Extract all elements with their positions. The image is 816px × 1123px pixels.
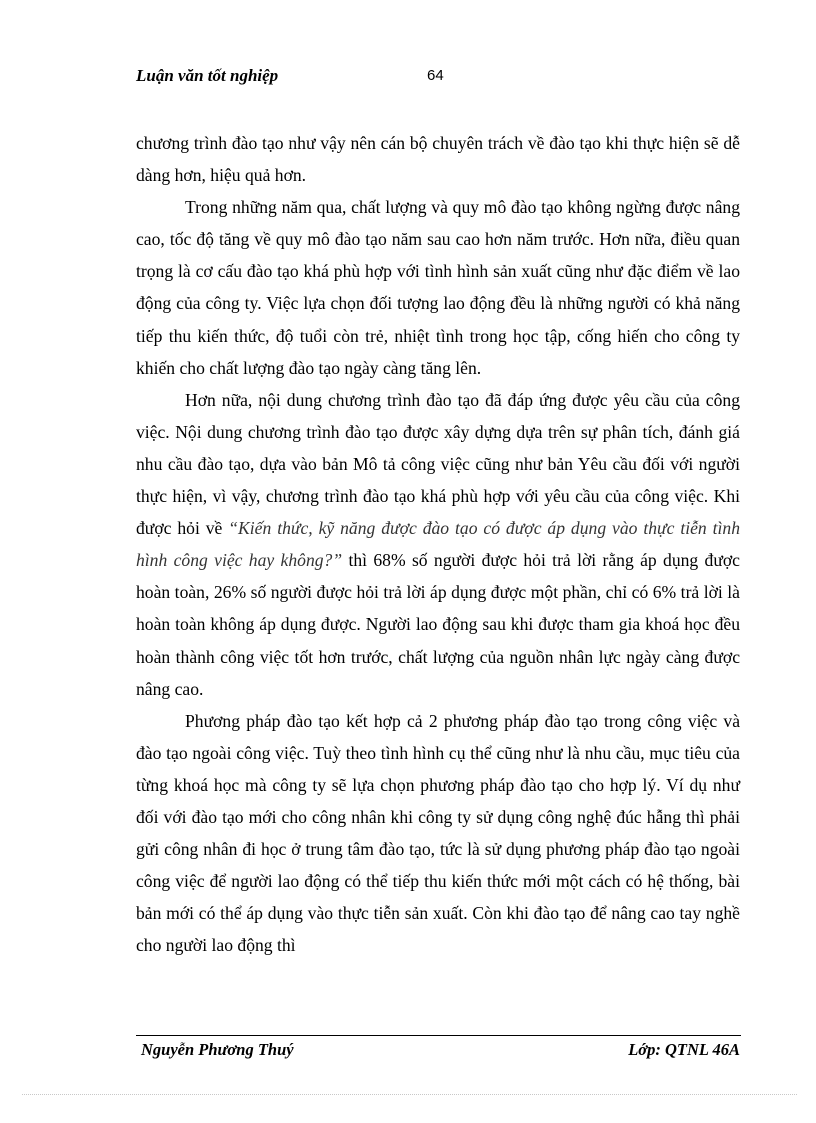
header-title: Luận văn tốt nghiệp <box>136 66 279 85</box>
page-footer <box>136 1040 740 1064</box>
paragraph-3-text-after-quote: thì 68% số người được hỏi trả lời rằng áp dụng được hoàn toàn, 26% số người được hỏi trả lời áp dụng được một phần, chỉ có 6% trả lời là hoàn toàn không áp dụng được. Người lao động sau khi được tham gia khoá học đều hoàn thành công việc tốt hơn trước, chất lượng của nguồn nhân lực ngày càng được nâng cao. <box>136 550 740 699</box>
page-edge-dotted-line <box>22 1094 797 1095</box>
footer-divider <box>136 1035 741 1036</box>
page-header <box>136 66 740 92</box>
footer-class-label: Lớp: QTNL 46A <box>628 1040 740 1059</box>
paragraph-1: chương trình đào tạo như vậy nên cán bộ chuyên trách về đào tạo khi thực hiện sẽ dễ dàng hơn, hiệu quả hơn. <box>136 133 740 186</box>
paragraph-3-text-before-quote: Hơn nữa, nội dung chương trình đào tạo đã đáp ứng được yêu cầu của công việc. Nội dung chương trình đào tạo được xây dựng dựa trên sự phân tích, đánh giá nhu cầu đào tạo, dựa vào bản Mô tả công việc cũng như bản Yêu cầu đối với người thực hiện, vì vậy, chương trình đào tạo khá phù hợp với yêu cầu của công việc. Khi được hỏi về <box>136 389 740 539</box>
page-number: 64 <box>427 67 444 84</box>
paragraph-4: Phương pháp đào tạo kết hợp cả 2 phương pháp đào tạo trong công việc và đào tạo ngoài công việc. Tuỳ theo tình hình cụ thể cũng như là nhu cầu, mục tiêu của từng khoá học mà công ty sẽ lựa chọn phương pháp đào tạo cho hợp lý. Ví dụ như đối với đào tạo mới cho công nhân khi công ty sử dụng công nghệ đúc hẫng thì phải gửi công nhân đi học ở trung tâm đào tạo, tức là sử dụng phương pháp đào tạo ngoài công việc để người lao động có thể tiếp thu kiến thức mới một cách có hệ thống, bài bản mới có thể áp dụng vào thực tiễn sản xuất. Còn khi đào tạo để nâng cao tay nghề cho người lao động thì <box>136 710 740 956</box>
survey-question-quote: “Kiến thức, kỹ năng được đào tạo có được áp dụng vào thực tiễn tình hình công việc hay không?” <box>136 518 740 571</box>
paragraph-3 <box>136 384 740 705</box>
paragraph-2: Trong những năm qua, chất lượng và quy mô đào tạo không ngừng được nâng cao, tốc độ tăng về quy mô đào tạo năm sau cao hơn năm trước. Hơn nữa, điều quan trọng là cơ cấu đào tạo khá phù hợp với tình hình sản xuất cũng như đặc điểm về lao động của công ty. Việc lựa chọn đối tượng lao động đều là những người có khả năng tiếp thu kiến thức, độ tuổi còn trẻ, nhiệt tình trong học tập, cống hiến cho công ty khiến cho chất lượng đào tạo ngày càng tăng lên. <box>136 197 740 378</box>
footer-author: Nguyễn Phương Thuý <box>141 1040 294 1059</box>
document-body <box>136 127 740 961</box>
